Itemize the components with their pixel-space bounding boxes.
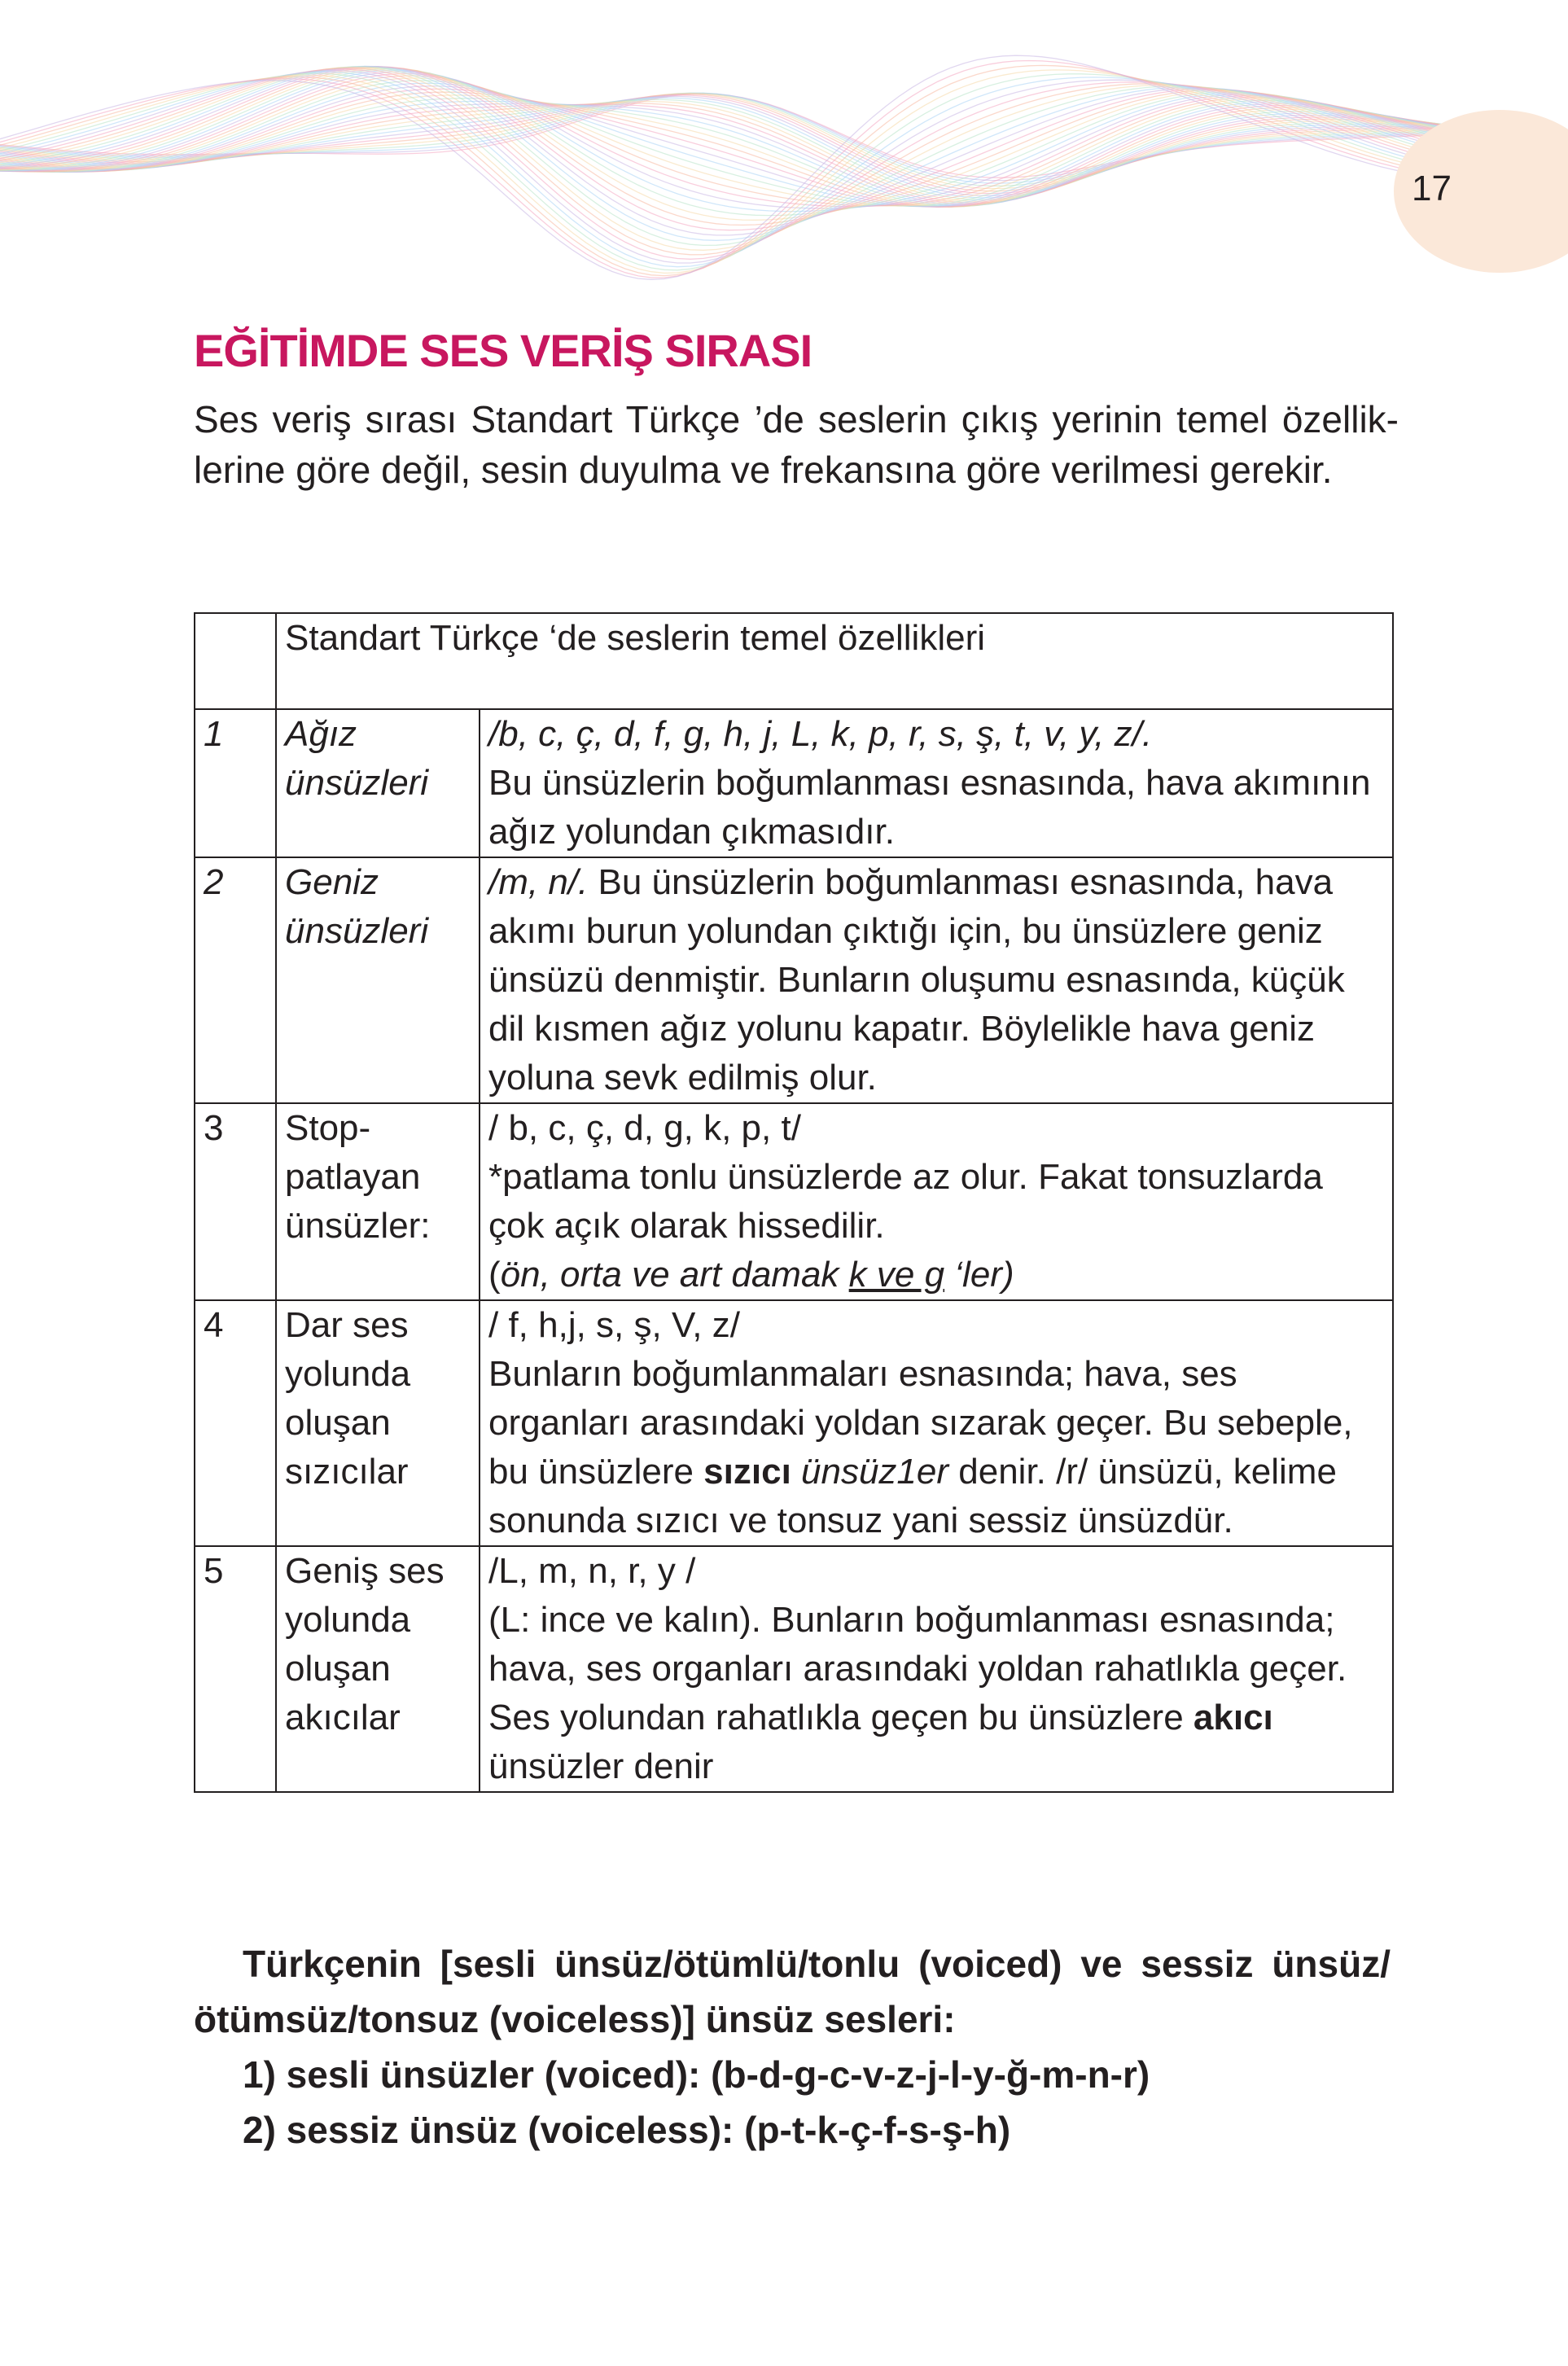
row-description	[480, 1300, 1393, 1546]
row-sound-list: / b, c, ç, d, g, k, p, t/	[488, 1108, 801, 1148]
wave-line	[0, 72, 1563, 267]
summary-paragraph: Türkçenin [sesli ünsüz/ötümlü/tonlu (voiced) ve sessiz ünsüz/ötümsüz/tonsuz (voiceless)] ünsüz sesleri:	[194, 1943, 1391, 2040]
row-number: 2	[204, 862, 224, 902]
table-row	[195, 857, 1393, 1103]
row-number: 1	[204, 714, 224, 754]
row-number: 4	[204, 1305, 224, 1345]
page-number: 17	[1412, 169, 1452, 208]
consonant-summary	[194, 1936, 1391, 2158]
wave-line	[0, 61, 1563, 278]
row-number: 3	[204, 1108, 224, 1148]
row-category: Ağız ünsüzleri	[285, 714, 429, 803]
voiceless-list-item: 2) sessiz ünsüz (voiceless): (p-t-k-ç-f-s-ş-h)	[243, 2109, 1011, 2151]
table-header-empty-cell	[195, 613, 276, 709]
voiced-list-item: 1) sesli ünsüzler (voiced): (b-d-g-c-v-z-j-l-y-ğ-m-n-r)	[243, 2053, 1150, 2096]
table-row	[195, 1300, 1393, 1546]
section-title: EĞİTİMDE SES VERİŞ SIRASI	[194, 325, 812, 376]
row-description	[480, 1103, 1393, 1300]
row-category: Geniş ses yolunda oluşan akıcılar	[285, 1551, 445, 1737]
row-sound-list: /m, n/.	[488, 862, 589, 902]
row-number: 5	[204, 1551, 224, 1591]
row-category: Geniz ünsüzleri	[285, 862, 429, 951]
row-explanation: Bu ünsüzlerin boğumlanması esnasında, hava akımı burun yolundan çıktığı için, bu ünsüzlere geniz ünsüzü denmiştir. Bunların oluşumu esnasında, küçük dil kısmen ağız yolunu kapatır. Böylelikle hava geniz yoluna sevk edilmiş olur.	[488, 862, 1345, 1098]
row-explanation: (L: ince ve kalın). Bunların boğumlanması esnasında; hava, ses organları arasındaki yoldan rahatlıkla geçer. Ses yolundan rahatlıkla geçen bu ünsüzlere akıcı ünsüzler denir	[488, 1600, 1347, 1786]
row-description	[480, 709, 1393, 857]
row-explanation: Bunların boğumlanmaları esnasında; hava, ses organları arasındaki yoldan sızarak geçer. Bu sebeple, bu ünsüzlere sızıcı ünsüz1er denir. /r/ ünsüzü, kelime sonunda sızıcı ve tonsuz yani sessiz ünsüzdür.	[488, 1354, 1353, 1540]
consonant-features-table	[194, 612, 1394, 1793]
row-explanation: Bu ünsüzlerin boğumlanması esnasında, hava akımının ağız yolundan çıkmasıdır.	[488, 763, 1371, 852]
intro-paragraph: Ses veriş sırası Standart Türkçe ’de seslerin çıkış yerinin temel özelliklerine göre değil, sesin duyulma ve frekansına göre verilmesi gerekir.	[194, 398, 1399, 491]
row-note: (ön, orta ve art damak k ve g ‘ler)	[488, 1255, 1014, 1295]
row-description	[480, 1546, 1393, 1792]
row-category: Stop-patlayan ünsüzler:	[285, 1108, 431, 1246]
row-explanation: *patlama tonlu ünsüzlerde az olur. Fakat tonsuzlarda çok açık olarak hissedilir.	[488, 1157, 1323, 1246]
row-sound-list: /L, m, n, r, y /	[488, 1551, 696, 1591]
wave-line	[0, 55, 1563, 279]
row-description	[480, 857, 1393, 1103]
row-sound-list: /b, c, ç, d, f, g, h, j, L, k, p, r, s, ş, t, v, y, z/.	[488, 714, 1153, 754]
table-row	[195, 1546, 1393, 1792]
row-sound-list: / f, h,j, s, ş, V, z/	[488, 1305, 740, 1345]
wave-line	[0, 71, 1563, 264]
decorative-wave-header	[0, 0, 1568, 342]
table-header-row	[195, 613, 1393, 709]
table-row	[195, 709, 1393, 857]
table-header-cell: Standart Türkçe ‘de seslerin temel özellikleri	[276, 613, 1393, 709]
row-category: Dar ses yolunda oluşan sızıcılar	[285, 1305, 411, 1492]
table-row	[195, 1103, 1393, 1300]
